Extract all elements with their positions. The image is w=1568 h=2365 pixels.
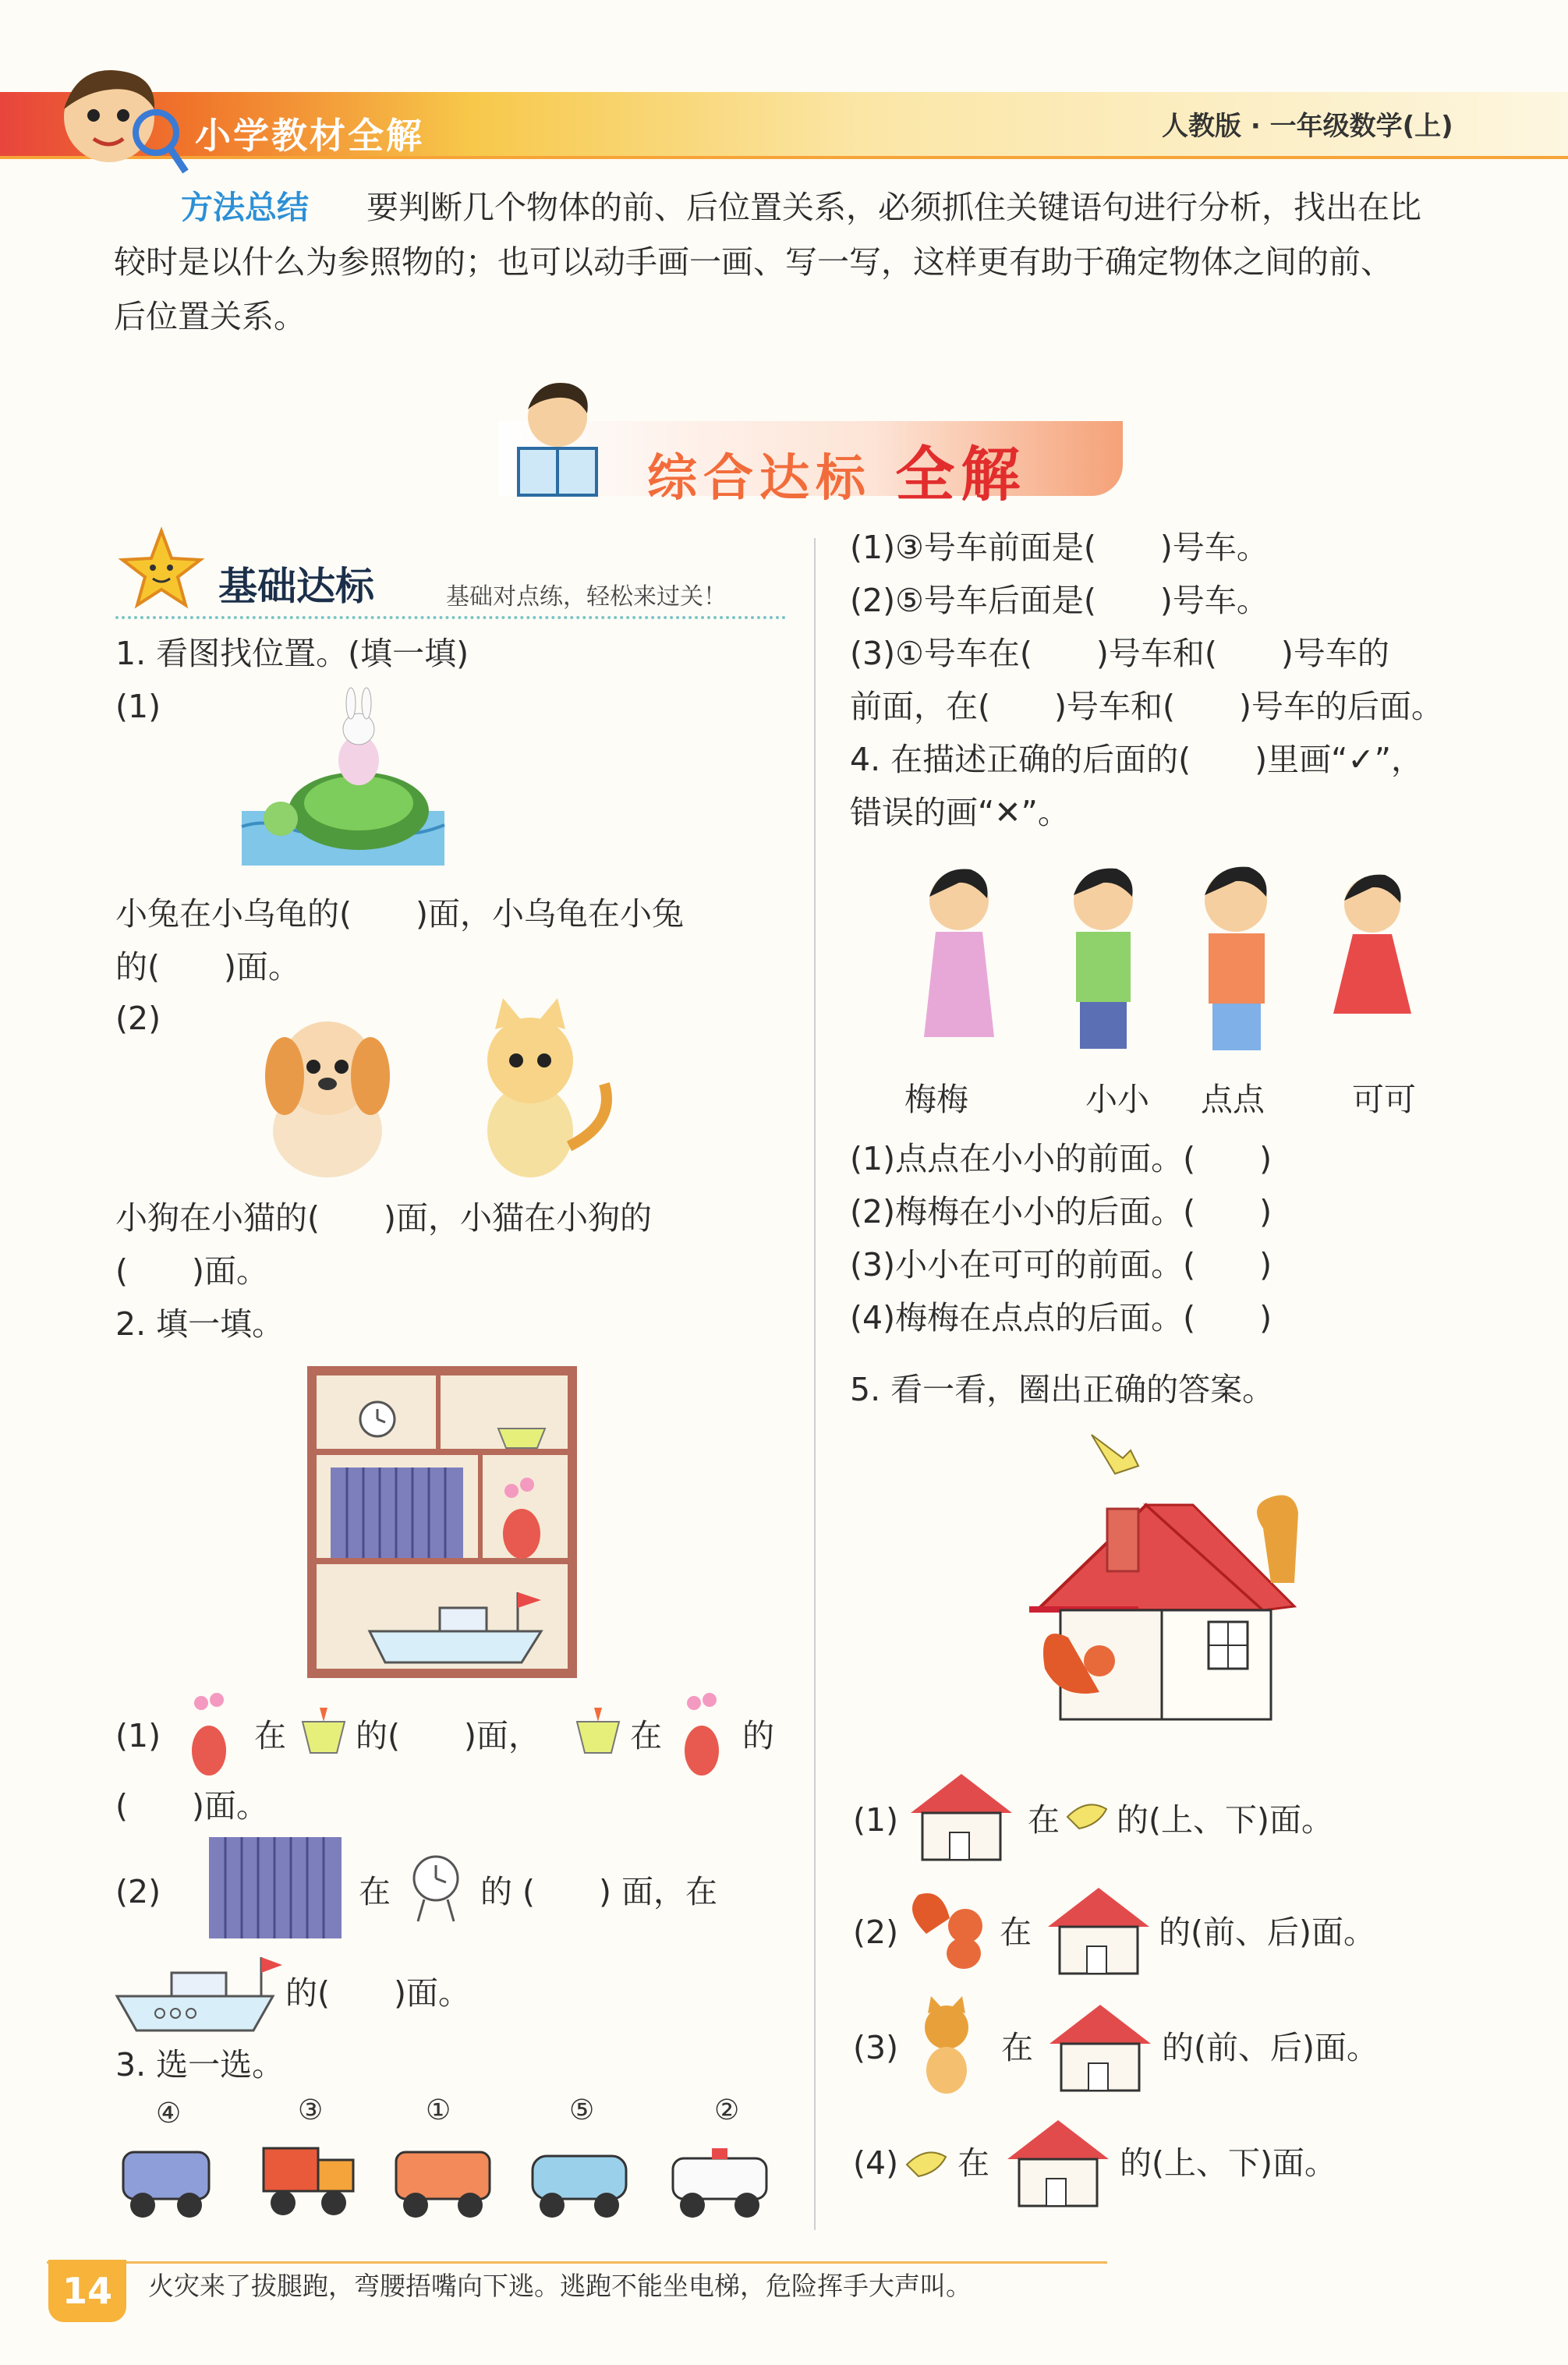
question-5-2-in: 在 [1000, 1914, 1032, 1951]
question-5-1-end: 的(上、下)面。 [1117, 1801, 1333, 1839]
question-2-2-line-b: 的( )面。 [285, 1974, 470, 2012]
question-2-1-in2: 在 [630, 1717, 662, 1754]
ship-icon [117, 1949, 288, 2035]
boy-magnifier-icon [31, 55, 187, 179]
house-icon [903, 1770, 1020, 1864]
books-icon [209, 1837, 342, 1938]
question-5-3-in: 在 [1001, 2029, 1033, 2066]
method-label: 方法总结 [181, 189, 309, 226]
car-number-label: ④ [156, 2098, 182, 2130]
house-icon [1042, 2001, 1159, 2094]
cup-icon [571, 1705, 625, 1767]
question-4-line-a: 4. 在描述正确的后面的( )里画“✓”， [850, 741, 1423, 778]
rabbit-on-turtle-illustration [242, 686, 444, 873]
cars-row-illustration [115, 2137, 786, 2230]
question-5-3-prefix: (3) [853, 2029, 899, 2066]
question-5-3-end: 的(前、后)面。 [1162, 2029, 1379, 2066]
house-scene-illustration [1014, 1435, 1341, 1739]
footer-divider [47, 2261, 1107, 2264]
question-3-3-line-b: 前面，在( )号车和( )号车的后面。 [850, 688, 1443, 725]
question-2: 2. 填一填。 [115, 1305, 285, 1343]
reading-boy-icon [499, 374, 616, 507]
footer-tip: 火灾来了拔腿跑，弯腰捂嘴向下逃。逃跑不能坐电梯，危险挥手大声叫。 [148, 2271, 972, 2301]
car-number-label: ② [714, 2094, 740, 2126]
vase-icon [184, 1692, 234, 1778]
question-5: 5. 看一看，圈出正确的答案。 [850, 1371, 1275, 1408]
question-1-2-line-b: ( )面。 [115, 1252, 268, 1290]
car-5-minivan [533, 2156, 626, 2218]
girl-meimei [924, 869, 994, 1037]
question-1-2-line-a: 小狗在小猫的( )面，小猫在小狗的 [115, 1199, 652, 1237]
boy-diandian [1205, 867, 1267, 1050]
section-title: 基础达标 [218, 564, 374, 609]
question-3-2: (2)⑤号车后面是( )号车。 [850, 582, 1269, 619]
question-2-1-end: 的 [742, 1717, 774, 1754]
question-2-2-prefix: (2) [115, 1873, 161, 1910]
girl-keke [1333, 875, 1411, 1014]
question-2-1-line-b: ( )面。 [115, 1787, 268, 1825]
question-5-4-prefix: (4) [853, 2144, 899, 2182]
question-4-3: (3)小小在可可的前面。( ) [850, 1246, 1272, 1283]
column-divider [814, 538, 816, 2230]
child-label-diandian: 点点 [1201, 1081, 1265, 1118]
boy-xiaoxiao [1074, 869, 1133, 1049]
question-2-1-in: 在 [254, 1717, 286, 1754]
question-5-1-prefix: (1) [853, 1801, 899, 1839]
question-2-1-mid: 的( )面， [356, 1717, 540, 1754]
question-5-1-in: 在 [1028, 1801, 1060, 1839]
question-1-part-2: (2) [115, 1000, 161, 1037]
question-4-1: (1)点点在小小的前面。( ) [850, 1140, 1272, 1177]
child-label-xiaoxiao: 小小 [1085, 1081, 1149, 1118]
car-2-ambulance [673, 2148, 766, 2218]
bird-icon [903, 2141, 953, 2188]
question-2-2-mid: 的 ( ) 面，在 [480, 1873, 718, 1910]
question-1-1-line-a: 小兔在小乌龟的( )面，小乌龟在小兔 [115, 895, 684, 933]
question-1-1-line-b: 的( )面。 [115, 948, 300, 986]
question-5-2-prefix: (2) [853, 1914, 899, 1951]
question-3-3-line-a: (3)①号车在( )号车和( )号车的 [850, 635, 1389, 672]
section-subtitle: 基础对点练，轻松来过关！ [446, 583, 727, 611]
question-1-part-1: (1) [115, 688, 161, 725]
car-4-police-van [123, 2152, 209, 2218]
car-3-dump-truck [264, 2148, 353, 2215]
question-1: 1. 看图找位置。(填一填) [115, 635, 469, 672]
question-4-2: (2)梅梅在小小的后面。( ) [850, 1193, 1272, 1230]
child-label-keke: 可可 [1352, 1081, 1416, 1118]
house-icon [1000, 2116, 1117, 2210]
question-5-4-end: 的(上、下)面。 [1120, 2144, 1336, 2182]
page-number: 14 [48, 2260, 126, 2322]
star-icon [119, 527, 204, 613]
method-line-3: 后位置关系。 [114, 298, 306, 335]
house-icon [1040, 1884, 1157, 1977]
question-4-line-b: 错误的画“✕”。 [850, 794, 1070, 831]
four-children-illustration [897, 858, 1442, 1068]
question-3: 3. 选一选。 [115, 2046, 285, 2084]
method-line-1: 要判断几个物体的前、后位置关系，必须抓住关键语句进行分析，找出在比 [366, 189, 1421, 226]
car-number-label: ③ [298, 2094, 324, 2126]
clock-icon [409, 1851, 463, 1926]
method-line-2: 较时是以什么为参照物的；也可以动手画一画、写一写，这样更有助于确定物体之间的前、 [114, 243, 1393, 281]
car-number-label: ⑤ [569, 2094, 595, 2126]
squirrel-icon [903, 1887, 996, 1973]
question-3-1: (1)③号车前面是( )号车。 [850, 529, 1269, 566]
banner-title: 综合达标 全解 [647, 440, 1027, 509]
cat-icon [908, 1996, 993, 2098]
question-4-4: (4)梅梅在点点的后面。( ) [850, 1299, 1272, 1337]
child-label-meimei: 梅梅 [904, 1081, 968, 1118]
vase-icon [677, 1692, 727, 1778]
question-2-1-prefix: (1) [115, 1717, 161, 1754]
series-title: 小学教材全解 [195, 115, 424, 157]
question-2-2-in: 在 [359, 1873, 391, 1910]
kitten-illustration [460, 998, 624, 1185]
car-number-label: ① [426, 2094, 451, 2126]
question-5-2-end: 的(前、后)面。 [1159, 1914, 1375, 1951]
cup-icon [296, 1705, 351, 1767]
bookshelf-illustration [307, 1366, 577, 1678]
edition-label: 人教版 · 一年级数学(上) [1162, 111, 1453, 142]
question-5-4-in: 在 [957, 2144, 989, 2182]
bird-icon [1064, 1793, 1113, 1840]
car-1-bus [396, 2152, 490, 2218]
puppy-illustration [250, 998, 405, 1185]
